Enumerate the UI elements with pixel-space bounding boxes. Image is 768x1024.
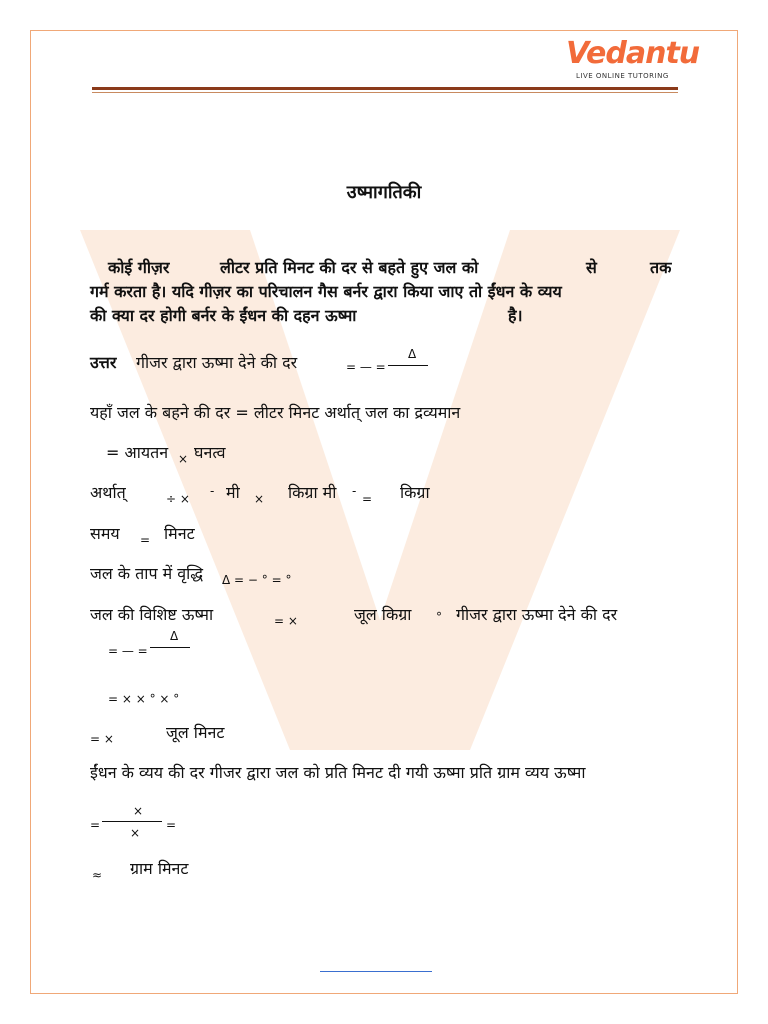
answer-line9-symbols: = × × ° × ° <box>108 692 180 706</box>
superscript-minus: - <box>210 484 215 498</box>
question-line2: गर्म करता है। यदि गीज़र का परिचालन गैस बर्नर द्वारा किया जाए तो ईंधन के व्यय <box>90 282 562 301</box>
logo-wordmark: Vedantu <box>566 36 700 71</box>
header-rule-thin <box>92 92 678 93</box>
answer-line4-k: किग्रा मी <box>288 483 337 502</box>
times-symbol: × <box>178 452 189 466</box>
question-line1-c: से <box>586 258 597 277</box>
times-symbol: × <box>254 492 265 506</box>
equals-symbol: = <box>140 533 151 547</box>
fraction-bar <box>150 647 190 648</box>
answer-line4-symbols: ÷ × <box>166 492 190 506</box>
answer-line5-a: समय <box>90 524 120 543</box>
approx-symbol: ≈ <box>92 868 103 882</box>
answer-line4-r: किग्रा <box>400 483 430 502</box>
answer-line8-symbols: = — = <box>108 644 148 658</box>
answer-line7-symbols: = × <box>274 614 298 628</box>
fraction-numerator: × <box>133 804 144 818</box>
fraction-bar <box>102 821 162 822</box>
answer-line7-c: गीजर द्वारा ऊष्मा देने की दर <box>456 605 618 624</box>
answer-line1: गीजर द्वारा ऊष्मा देने की दर <box>136 353 298 372</box>
equals-symbol: = <box>166 818 177 832</box>
answer-line1-delta: Δ <box>408 347 417 361</box>
answer-line11: ईंधन के व्यय की दर गीजर द्वारा जल को प्रति मिनट दी गयी ऊष्मा प्रति ग्राम व्यय ऊष्मा <box>90 763 586 782</box>
page-title: उष्मागतिकी <box>346 182 422 203</box>
equals-symbol: = <box>90 818 101 832</box>
answer-line3-a: = आयतन <box>106 443 169 462</box>
degree-symbol: ° <box>436 610 442 624</box>
answer-line10-b: जूल मिनट <box>166 723 225 742</box>
answer-line7-a: जल की विशिष्ट ऊष्मा <box>90 605 214 624</box>
vedantu-logo <box>566 36 700 86</box>
answer-line7-b: जूल किग्रा <box>354 605 412 624</box>
superscript-minus: - <box>352 484 357 498</box>
question-line3-b: है। <box>508 306 523 325</box>
answer-line5-b: मिनट <box>164 524 195 543</box>
logo-tagline: LIVE ONLINE TUTORING <box>576 72 669 80</box>
answer-line13-b: ग्राम मिनट <box>130 859 189 878</box>
question-line1-d: तक <box>650 258 672 277</box>
equals-symbol: = <box>362 492 373 506</box>
answer-label: उत्तर <box>90 353 117 372</box>
question-line1-b: लीटर प्रति मिनट की दर से बहते हुए जल को <box>220 258 479 277</box>
answer-line4-a: अर्थात् <box>90 483 126 502</box>
answer-line3-b: घनत्व <box>194 443 226 462</box>
footer-link-underline[interactable] <box>320 971 432 972</box>
answer-line6-a: जल के ताप में वृद्धि <box>90 564 204 583</box>
answer-line8-delta: Δ <box>170 629 179 643</box>
question-line3-a: की क्या दर होगी बर्नर के ईंधन की दहन ऊष्मा <box>90 306 357 325</box>
fraction-denominator: × <box>130 826 141 840</box>
question-line1-a: कोई गीज़र <box>108 258 170 277</box>
answer-line2: यहाँ जल के बहने की दर = लीटर मिनट अर्थात् जल का द्रव्यमान <box>90 403 461 422</box>
answer-line1-symbols: = — = <box>346 360 386 374</box>
answer-line6-symbols: Δ = − ° = ° <box>222 573 292 587</box>
header-rule <box>92 87 678 90</box>
answer-line4-m: मी <box>226 483 240 502</box>
answer-line10-symbols: = × <box>90 732 114 746</box>
fraction-bar <box>388 365 428 366</box>
